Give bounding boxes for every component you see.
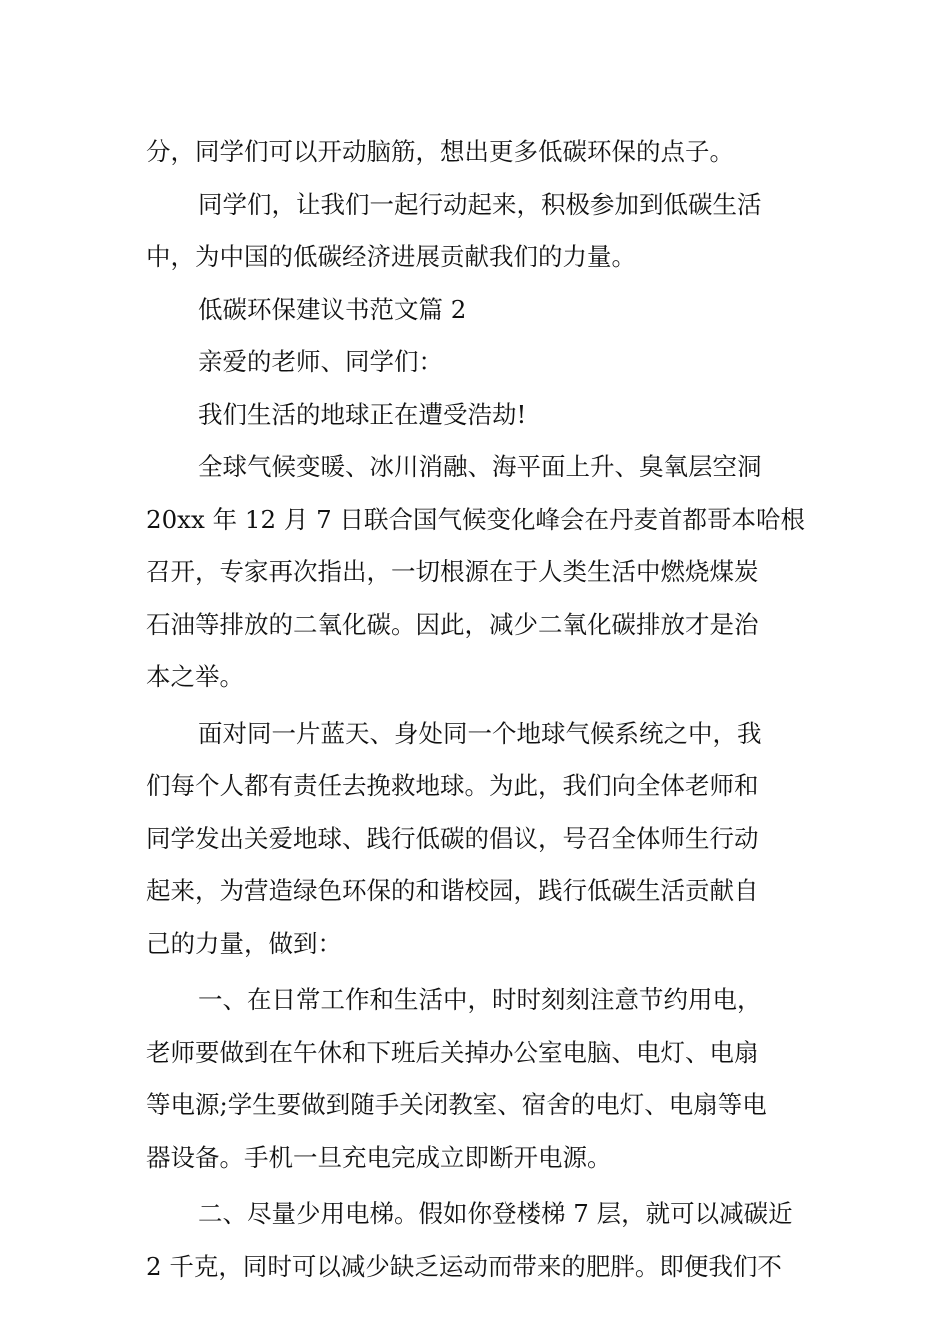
text-line: 二、尽量少用电梯。假如你登楼梯 7 层，就可以减碳近 [198, 1199, 793, 1228]
text-line: 召开，专家再次指出，一切根源在于人类生活中燃烧煤炭 [146, 557, 759, 586]
text-line: 们每个人都有责任去挽救地球。为此，我们向全体老师和 [146, 771, 759, 800]
text-line: 中，为中国的低碳经济进展贡献我们的力量。 [146, 242, 636, 271]
text-line: 器设备。手机一旦充电完成立即断开电源。 [146, 1142, 612, 1172]
text-line: 己的力量，做到： [146, 928, 342, 958]
text-line: 老师要做到在午休和下班后关掉办公室电脑、电灯、电扇 [146, 1037, 759, 1067]
text-line: 全球气候变暖、冰川消融、海平面上升、臭氧层空洞 [198, 452, 762, 481]
text-line: 起来，为营造绿色环保的和谐校园，践行低碳生活贡献自 [146, 876, 759, 905]
text-line: 面对同一片蓝天、身处同一个地球气候系统之中，我 [198, 718, 762, 748]
text-line: 我们生活的地球正在遭受浩劫! [198, 399, 527, 429]
text-line: 一、在日常工作和生活中，时时刻刻注意节约用电， [198, 985, 762, 1014]
section-heading: 低碳环保建议书范文篇 2 [198, 294, 467, 324]
text-line: 分，同学们可以开动脑筋，想出更多低碳环保的点子。 [146, 137, 734, 166]
text-line: 同学们，让我们一起行动起来，积极参加到低碳生活 [198, 189, 762, 219]
text-line: 20xx 年 12 月 7 日联合国气候变化峰会在丹麦首都哥本哈根 [146, 504, 806, 534]
salutation: 亲爱的老师、同学们： [198, 347, 443, 376]
document-body [146, 126, 808, 1293]
text-line: 同学发出关爱地球、践行低碳的倡议，号召全体师生行动 [146, 823, 759, 853]
text-line: 等电源;学生要做到随手关闭教室、宿舍的电灯、电扇等电 [146, 1090, 767, 1119]
text-line: 2 千克，同时可以减少缺乏运动而带来的肥胖。即便我们不 [146, 1251, 782, 1281]
text-line: 石油等排放的二氧化碳。因此，减少二氧化碳排放才是治 [146, 609, 759, 639]
text-line: 本之举。 [146, 662, 244, 691]
